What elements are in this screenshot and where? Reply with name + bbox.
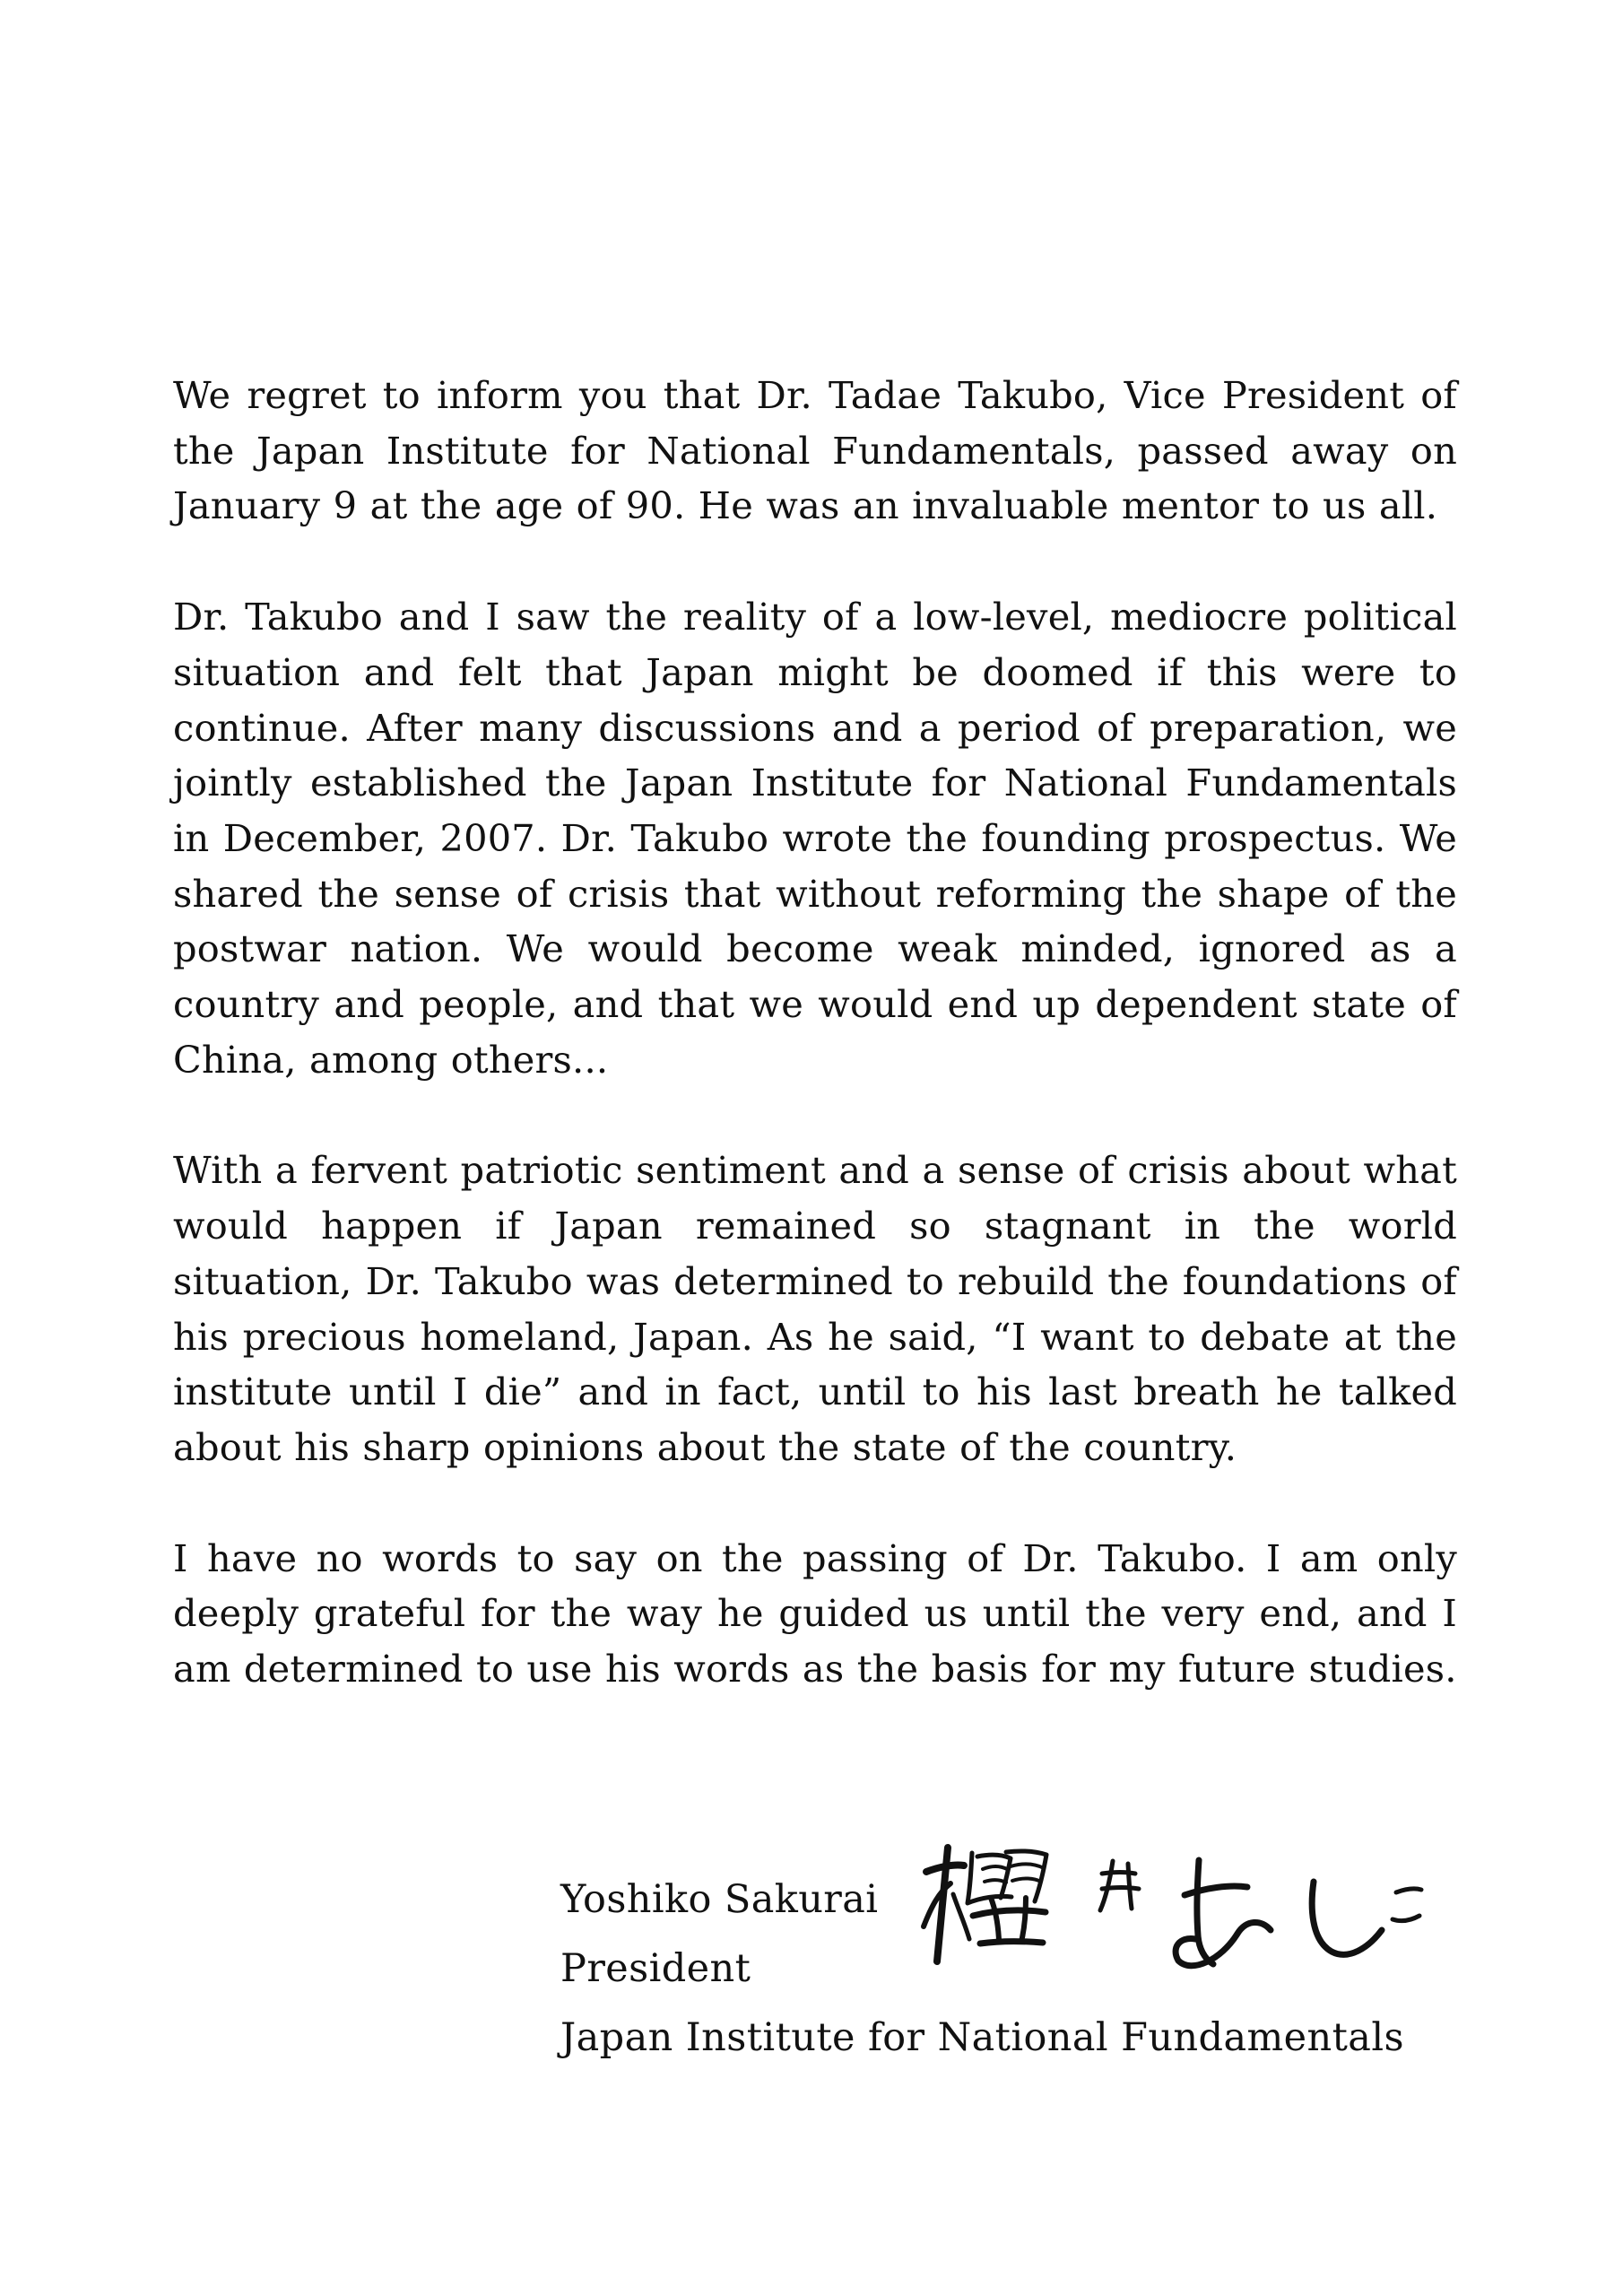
letter-body — [173, 368, 1457, 1697]
signatory-title: President — [560, 1946, 751, 1991]
handwritten-signature — [910, 1839, 1430, 1973]
signatory-name: Yoshiko Sakurai — [560, 1877, 879, 1922]
letter-paragraph-1: We regret to inform you that Dr. Tadae Takubo, Vice President of the Japan Institute for National Fundamentals, passed away on January 9 at the age of 90. He was an invaluable mentor to us all. — [173, 373, 1457, 528]
handwritten-signature-graphic — [910, 1839, 1430, 1973]
letter-paragraph-4: I have no words to say on the passing of Dr. Takubo. I am only deeply grateful for the way he guided us until the very end, and I am determined to use his words as the basis for my future studies. — [173, 1535, 1457, 1692]
signatory-organization: Japan Institute for National Fundamentals — [560, 2015, 1404, 2060]
letter-paragraph-3: With a fervent patriotic sentiment and a sense of crisis about what would happen if Japan remained so stagnant in the world situation, Dr. Takubo was determined to rebuild the foundations of his precious homeland, Japan. As he said, “I want to debate at the institute until I die” and in fact, until to his last breath he talked about his sharp opinions about the state of the country. — [173, 1148, 1457, 1469]
letter-paragraph-2: Dr. Takubo and I saw the reality of a low-level, mediocre political situation and felt that Japan might be doomed if this were to continue. After many discussions and a period of preparation, we jointly established the Japan Institute for National Fundamentals in December, 2007. Dr. Takubo wrote the founding prospectus. We shared the sense of crisis that without reforming the shape of the postwar nation. We would become weak minded, ignored as a country and people, and that we would end up dependent state of China, among others... — [173, 595, 1457, 1082]
